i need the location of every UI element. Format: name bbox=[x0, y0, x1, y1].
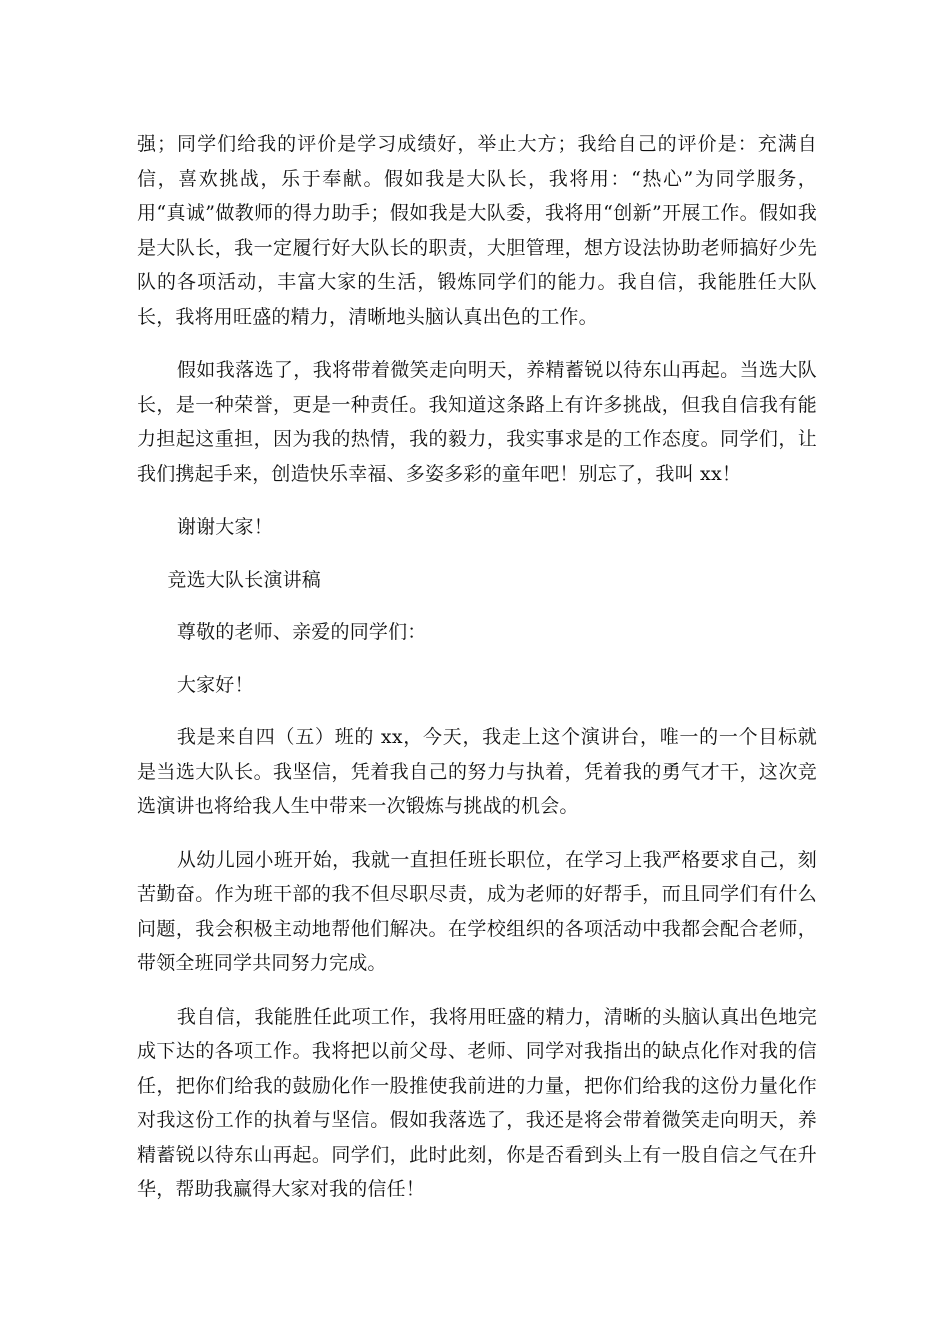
greeting: 大家好！ bbox=[176, 673, 254, 696]
paragraph-if-not-elected: 假如我落选了，我将带着微笑走向明天，养精蓄锐以待东山再起。当选大队长，是一种荣誉，更是一种责任。我知道这条路上有许多挑战，但我自信我有能力担起这重担，因为我的热情，我的毅力，我实事求是的工作态度。同学们，让我们携起手来，创造快乐幸福、多姿多彩的童年吧！别忘了，我叫 xx！ bbox=[137, 359, 817, 485]
paragraph-confidence: 我自信，我能胜任此项工作，我将用旺盛的精力，清晰的头脑认真出色地完成下达的各项工作。我将把以前父母、老师、同学对我指出的缺点化作对我的信任，把你们给我的鼓励化作一股推使我前进的力量，把你们给我的这份力量化作对我这份工作的执着与坚信。假如我落选了，我还是将会带着微笑走向明天，养精蓄锐以待东山再起。同学们，此时此刻，你是否看到头上有一股自信之气在升华，帮助我赢得大家对我的信任！ bbox=[137, 1005, 817, 1200]
thanks-line: 谢谢大家！ bbox=[176, 516, 273, 538]
speech-title: 竞选大队长演讲稿 bbox=[167, 568, 321, 591]
paragraph-introduction: 我是来自四（五）班的 xx，今天，我走上这个演讲台，唯一的一个目标就是当选大队长。我坚信，凭着我自己的努力与执着，凭着我的勇气才干，这次竞选演讲也将给我人生中带来一次锻炼与挑战的机会。 bbox=[137, 726, 817, 817]
paragraph-continued: 强；同学们给我的评价是学习成绩好，举止大方；我给自己的评价是：充满自信，喜欢挑战，乐于奉献。假如我是大队长，我将用：“热心”为同学服务，用“真诚”做教师的得力助手；假如我是大队委，我将用“创新”开展工作。假如我是大队长，我一定履行好大队长的职责，大胆管理，想方设法协助老师搞好少先队的各项活动，丰富大家的生活，锻炼同学们的能力。我自信，我能胜任大队长，我将用旺盛的精力，清晰地头脑认真出色的工作。 bbox=[137, 133, 817, 328]
paragraph-experience: 从幼儿园小班开始，我就一直担任班长职位，在学习上我严格要求自己，刻苦勤奋。作为班干部的我不但尽职尽责，成为老师的好帮手，而且同学们有什么问题，我会积极主动地帮他们解决。在学校组织的各项活动中我都会配合老师，带领全班同学共同努力完成。 bbox=[137, 848, 817, 974]
salutation: 尊敬的老师、亲爱的同学们： bbox=[176, 621, 427, 643]
document-body bbox=[137, 127, 817, 1226]
